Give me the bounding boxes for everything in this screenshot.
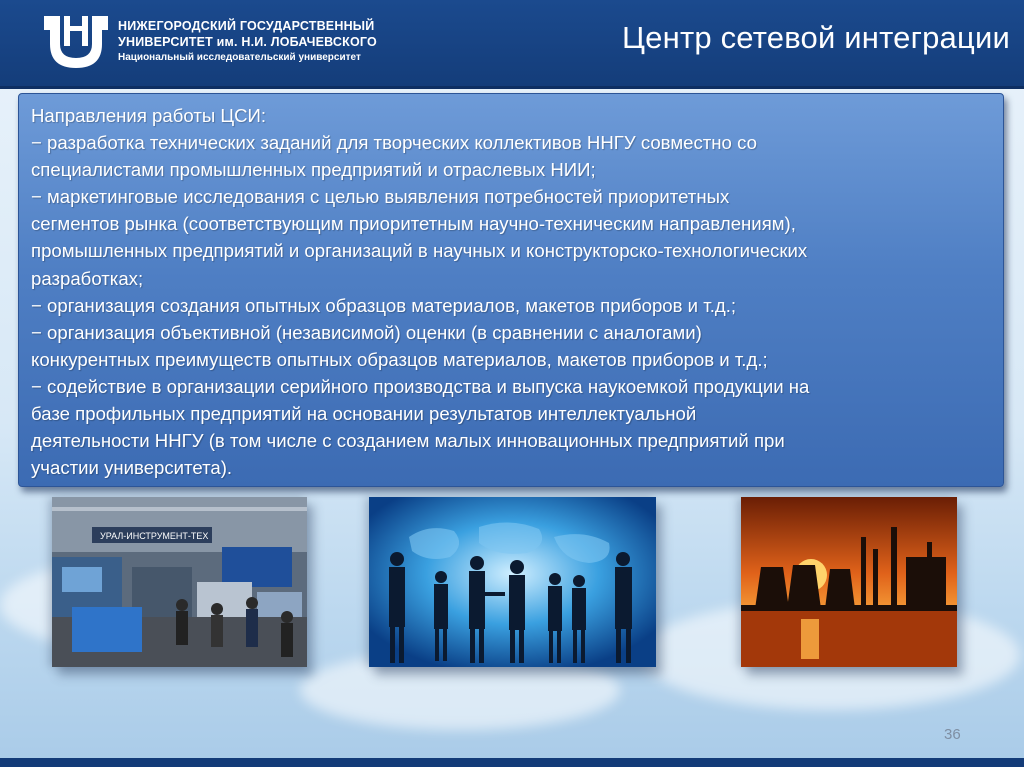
university-name-line2: УНИВЕРСИТЕТ им. Н.И. ЛОБАЧЕВСКОГО: [118, 35, 377, 49]
text-line: конкурентных преимуществ опытных образцов материалов, макетов приборов и т.д.;: [31, 348, 768, 370]
text-line: − маркетинговые исследования с целью выявления потребностей приоритетных: [31, 186, 730, 208]
industrial-sunset-photo: [741, 497, 957, 667]
text-line: участии университета).: [31, 457, 233, 479]
text-line: Направления работы ЦСИ:: [31, 105, 267, 126]
text-line: базе профильных предприятий на основании результатов интеллектуальной: [31, 403, 697, 425]
unn-logo-icon: [44, 12, 108, 74]
slide-header: [0, 0, 1024, 89]
text-line: промышленных предприятий и организаций в научных и конструкторско-технологических: [31, 240, 808, 262]
text-line: деятельности ННГУ (в том числе с созданием малых инновационных предприятий при: [31, 430, 785, 452]
text-line: − разработка технических заданий для творческих коллективов ННГУ совместно со: [31, 132, 757, 154]
exhibition-photo: [52, 497, 307, 667]
text-line: − содействие в организации серийного производства и выпуска наукоемкой продукции на: [31, 375, 810, 397]
university-name: [118, 18, 377, 65]
slide-title: Центр сетевой интеграции: [622, 20, 1010, 55]
university-subtitle: Национальный исследовательский университет: [118, 52, 361, 63]
text-line: − организация создания опытных образцов материалов, макетов приборов и т.д.;: [31, 294, 737, 316]
text-line: специалистами промышленных предприятий и отраслевых НИИ;: [31, 159, 596, 181]
text-line: − организация объективной (независимой) оценки (в сравнении с аналогами): [31, 321, 702, 343]
directions-text-box: [18, 93, 1004, 487]
text-line: разработках;: [31, 267, 144, 289]
business-people-photo: [369, 497, 656, 667]
exhibition-sign: УРАЛ-ИНСТРУМЕНТ-ТЕХ: [100, 531, 209, 541]
text-line: сегментов рынка (соответствующим приоритетным научно-техническим направлениям),: [31, 213, 796, 235]
university-name-line1: НИЖЕГОРОДСКИЙ ГОСУДАРСТВЕННЫЙ: [118, 19, 375, 33]
footer-bar: [0, 758, 1024, 767]
page-number: 36: [944, 726, 961, 743]
